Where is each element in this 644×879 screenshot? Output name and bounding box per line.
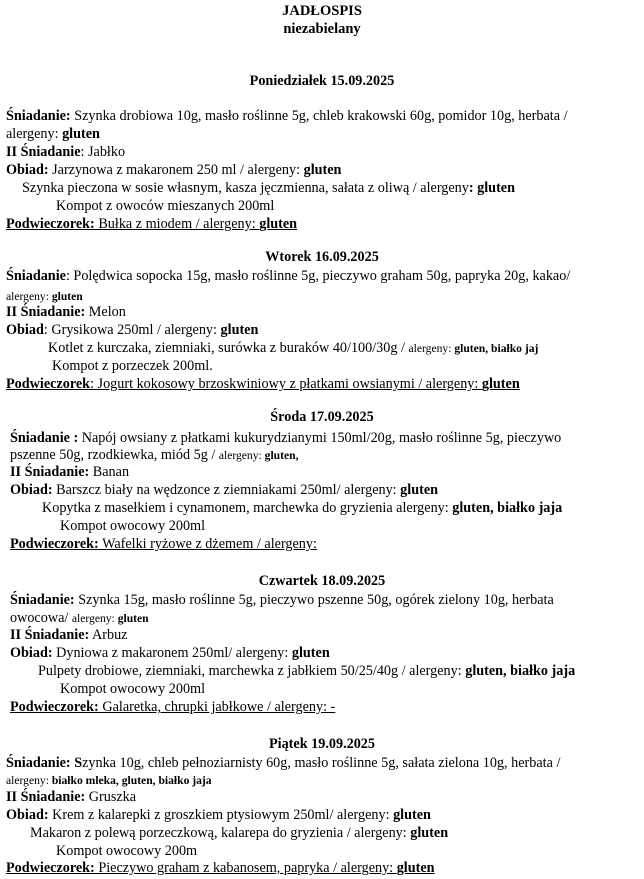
breakfast-line: Śniadanie: Szynka 10g, chleb pełnoziarnisty 60g, masło roślinne 5g, sałata zielona 10g, herbata / bbox=[6, 755, 561, 771]
breakfast-line: Śniadanie : Napój owsiany z płatkami kukurydzianymi 150ml/20g, masło roślinne 5g, pieczywo bbox=[10, 430, 562, 446]
breakfast-line: Śniadanie: Szynka 15g, masło roślinne 5g, pieczywo pszenne 50g, ogórek zielony 10g, herbata bbox=[10, 592, 554, 608]
compote-line: Kompot owocowy 200ml bbox=[60, 518, 206, 534]
compote-line: Kompot owocowy 200m bbox=[56, 843, 198, 859]
lunch-soup-line: Obiad: Krem z kalarepki z groszkiem ptysiowym 250ml/ alergeny: gluten bbox=[6, 807, 431, 823]
afternoon-snack-line: Podwieczorek: Pieczywo graham z kabanosem, papryka / alergeny: gluten bbox=[6, 860, 435, 876]
breakfast-allergens-line: pszenne 50g, rzodkiewka, miód 5g / alergeny: gluten, bbox=[10, 447, 299, 463]
breakfast-allergens-line: alergeny: białko mleka, gluten, białko jaja bbox=[6, 774, 212, 787]
compote-line: Kompot owocowy 200ml bbox=[60, 681, 206, 697]
breakfast-allergens-line: alergeny: gluten bbox=[6, 290, 83, 303]
lunch-soup-line: Obiad: Grysikowa 250ml / alergeny: gluten bbox=[6, 322, 259, 338]
second-breakfast-line: II Śniadanie: Banan bbox=[10, 464, 130, 480]
breakfast-allergens-line: owocowa/ alergeny: gluten bbox=[10, 610, 149, 626]
lunch-main-line: Szynka pieczona w sosie własnym, kasza jęczmienna, sałata z oliwą / alergeny: gluten bbox=[22, 180, 515, 196]
breakfast-line: Śniadanie: Polędwica sopocka 15g, masło roślinne 5g, pieczywo graham 50g, papryka 20g, kakao/ bbox=[6, 268, 571, 284]
day-heading-thursday: Czwartek 18.09.2025 bbox=[258, 573, 386, 589]
lunch-main-line: Pulpety drobiowe, ziemniaki, marchewka z jabłkiem 50/25/40g / alergeny: gluten, białko jaja bbox=[38, 663, 576, 679]
lunch-main-line: Kopytka z masełkiem i cynamonem, marchewka do gryzienia alergeny: gluten, białko jaja bbox=[42, 500, 563, 516]
document-title: JADŁOSPIS bbox=[282, 3, 362, 19]
afternoon-snack-line: Podwieczorek: Wafelki ryżowe z dżemem / alergeny: bbox=[10, 536, 317, 552]
second-breakfast-line: II Śniadanie: Melon bbox=[6, 304, 126, 320]
second-breakfast-line: II Śniadanie: Arbuz bbox=[10, 627, 128, 643]
document-subtitle: niezabielany bbox=[283, 21, 361, 37]
second-breakfast-line: II Śniadanie: Gruszka bbox=[6, 789, 137, 805]
breakfast-allergens-line: alergeny: gluten bbox=[6, 126, 100, 142]
compote-line: Kompot z porzeczek 200ml. bbox=[52, 358, 213, 374]
second-breakfast-line: II Śniadanie: Jabłko bbox=[6, 144, 126, 160]
day-heading-friday: Piątek 19.09.2025 bbox=[268, 736, 375, 752]
lunch-soup-line: Obiad: Barszcz biały na wędzonce z ziemniakami 250ml/ alergeny: gluten bbox=[10, 482, 439, 498]
breakfast-line: Śniadanie: Szynka drobiowa 10g, masło roślinne 5g, chleb krakowski 60g, pomidor 10g, herbata / bbox=[6, 108, 568, 124]
afternoon-snack-line: Podwieczorek: Bułka z miodem / alergeny: gluten bbox=[6, 216, 298, 232]
day-heading-tuesday: Wtorek 16.09.2025 bbox=[265, 249, 379, 265]
lunch-soup-line: Obiad: Dyniowa z makaronem 250ml/ alergeny: gluten bbox=[10, 645, 330, 661]
day-heading-wednesday: Środa 17.09.2025 bbox=[270, 409, 374, 425]
lunch-main-line: Kotlet z kurczaka, ziemniaki, surówka z buraków 40/100/30g / alergeny: gluten, białko jaj bbox=[48, 340, 539, 356]
lunch-soup-line: Obiad: Jarzynowa z makaronem 250 ml / alergeny: gluten bbox=[6, 162, 342, 178]
lunch-main-line: Makaron z polewą porzeczkową, kalarepa do gryzienia / alergeny: gluten bbox=[30, 825, 449, 841]
day-heading-monday: Poniedziałek 15.09.2025 bbox=[249, 73, 395, 89]
afternoon-snack-line: Podwieczorek: Galaretka, chrupki jabłkowe / alergeny: - bbox=[10, 699, 336, 715]
compote-line: Kompot z owoców mieszanych 200ml bbox=[56, 198, 275, 214]
afternoon-snack-line: Podwieczorek: Jogurt kokosowy brzoskwiniowy z płatkami owsianymi / alergeny: gluten bbox=[6, 376, 520, 392]
